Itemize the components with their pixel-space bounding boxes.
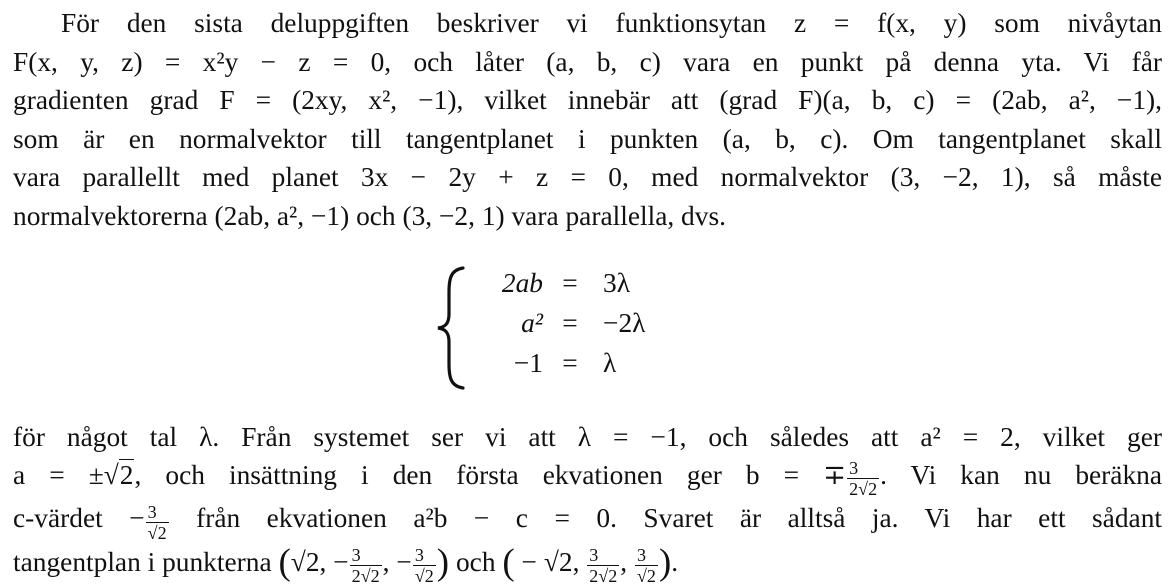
system-row-3-lhs: −1 (513, 347, 543, 378)
paragraph-1-line-5: vara parallellt med planet 3x − 2y + z = 0, med normalvektor (3, −2, 1), så måste (13, 162, 1162, 193)
fraction-numerator: 3 (146, 503, 169, 523)
paragraph-1-line-1: För den sista deluppgiften beskriver vi funktionsytan z = f(x, y) som nivåytan (61, 8, 1162, 38)
fraction-numerator: 3 (635, 546, 658, 566)
fraction-denominator: 2√2 (589, 565, 618, 586)
paragraph-2-line-2 (13, 456, 1162, 499)
fraction-b-value (847, 459, 879, 499)
system-row-1-rhs: 3λ (603, 267, 630, 298)
point-2-z (635, 546, 658, 586)
conjunction-och: och (455, 546, 496, 577)
paragraph-1-line-6: normalvektorerna (2ab, a², −1) och (3, −2, 1) vara parallella, dvs. (13, 200, 726, 231)
point-1-y (350, 546, 382, 586)
line3-text-b: från ekvationen a²b − c = 0. Svaret är alltså ja. Vi har ett sådant (169, 503, 1163, 534)
paragraph-1-line-2: F(x, y, z) = x²y − z = 0, och låter (a, b, c) vara en punkt på denna yta. Vi får (13, 46, 1162, 77)
point-2-y (587, 546, 619, 586)
point-2-x: √2 (543, 546, 573, 577)
fraction-numerator: 3 (350, 546, 382, 566)
paragraph-2 (13, 418, 1162, 586)
system-row-2-lhs: a² (521, 307, 543, 338)
line4-text-a: tangentplan i punkterna (13, 546, 272, 577)
fraction-denominator: √2 (637, 565, 656, 586)
paragraph-2-line-3 (13, 499, 1162, 542)
fraction-denominator: 2√2 (849, 479, 878, 500)
point-1-x: √2 (290, 546, 320, 577)
sqrt-two: √2 (103, 460, 134, 491)
system-row-3 (473, 344, 733, 382)
fraction-c-value (146, 503, 169, 543)
line2-text-b: , och insättning i den första ekvationen ger b = ∓ (134, 460, 847, 491)
fraction-numerator: 3 (587, 546, 619, 566)
sqrt-radicand: 2 (119, 460, 134, 491)
fraction-numerator: 3 (847, 459, 879, 479)
paragraph-1-line-3: gradienten grad F = (2xy, x², −1), vilket innebär att (grad F)(a, b, c) = (2ab, a², −1), (13, 85, 1162, 116)
fraction-numerator: 3 (413, 546, 436, 566)
paragraph-1 (13, 4, 1162, 236)
system-row-2-rhs: −2λ (603, 307, 646, 338)
system-row-1-lhs: 2ab (501, 267, 543, 298)
fraction-denominator: √2 (414, 565, 434, 586)
line2-text-a: a = ± (13, 460, 104, 491)
line3-text-a: c-värdet − (13, 503, 145, 534)
paragraph-1-line-4: som är en normalvektor till tangentplanet i punkten (a, b, c). Om tangentplanet skall (13, 123, 1162, 154)
system-row-1-relation: = (562, 267, 578, 298)
paragraph-2-line-4: tangentplan i punkterna (√2, − $\frac{3}{2√2}$ , − $\frac{3}{√2}$ ) och ( − √2, $\frac{3}{2√2}$ , $\frac{3}{√2}$ ). (13, 540, 679, 586)
system-row-3-rhs: λ (603, 347, 617, 378)
equation-system (13, 264, 1162, 392)
fraction-denominator: 2√2 (351, 565, 380, 586)
system-row-2 (473, 304, 733, 342)
system-row-3-relation: = (562, 347, 578, 378)
system-row-2-relation: = (562, 307, 578, 338)
paragraph-2-line-1: för något tal λ. Från systemet ser vi att λ = −1, och således att a² = 2, vilket ger (13, 421, 1162, 452)
fraction-denominator: √2 (147, 522, 167, 543)
left-brace (433, 264, 469, 392)
line2-text-c: . Vi kan nu beräkna (880, 460, 1162, 491)
system-row-1 (473, 264, 733, 302)
point-1-z (413, 546, 436, 586)
